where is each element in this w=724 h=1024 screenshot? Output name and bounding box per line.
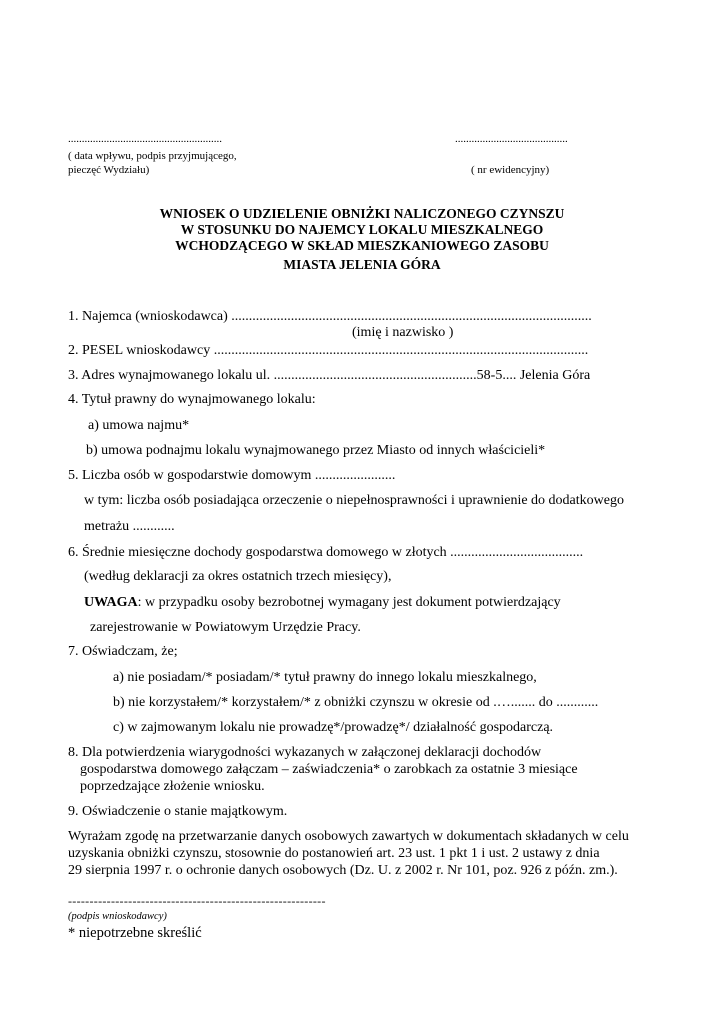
item-3-address: 3. Adres wynajmowanego lokalu ul. ..........................................................58-5.... Jelenia Góra [68,368,591,383]
receipt-caption-line2: pieczęć Wydziału) [68,164,150,176]
signature-caption: (podpis wnioskodawcy) [68,911,167,922]
item-8-line1: 8. Dla potwierdzenia wiarygodności wykazanych w załączonej deklaracji dochodów [68,745,542,760]
notice-label: UWAGA [84,595,138,610]
notice-text: : w przypadku osoby bezrobotnej wymagany jest dokument potwierdzający [137,595,561,610]
item-8-line3: poprzedzające złożenie wniosku. [80,779,265,794]
consent-line2: uzyskania obniżki czynszu, stosownie do postanowień art. 23 ust. 1 pkt 1 i ust. 2 ustawy z dnia [68,846,600,861]
item-2-pesel: 2. PESEL wnioskodawcy ........................................................................................................... [68,343,589,358]
document-title-line4: MIASTA JELENIA GÓRA [283,257,441,272]
item-4-legal-title: 4. Tytuł prawny do wynajmowanego lokalu: [68,392,316,407]
document-title-line2: W STOSUNKU DO NAJEMCY LOKALU MIESZKALNEGO [180,222,544,237]
item-4b: b) umowa podnajmu lokalu wynajmowanego przez Miasto od innych właścicieli* [86,443,546,458]
item-6-notice [84,595,561,611]
receipt-signature-line: ........................................................ [68,133,222,145]
item-6-income: 6. Średnie miesięczne dochody gospodarstwa domowego w złotych ...................................... [68,545,584,560]
item-1-caption: (imię i nazwisko ) [352,325,454,340]
consent-line3: 29 sierpnia 1997 r. o ochronie danych osobowych (Dz. U. z 2002 r. Nr 101, poz. 926 z późn. zm.). [68,863,618,878]
item-7a: a) nie posiadam/* posiadam/* tytuł prawny do innego lokalu mieszkalnego, [113,670,537,685]
registry-number-line: ......................................... [455,133,568,145]
item-8-line2: gospodarstwa domowego załączam – zaświadczenia* o zarobkach za ostatnie 3 miesiące [80,762,578,777]
document-title-line1: WNIOSEK O UDZIELENIE OBNIŻKI NALICZONEGO CZYNSZU [159,206,565,221]
item-1-tenant: 1. Najemca (wnioskodawca) ....................................................................................................... [68,309,592,324]
item-9-assets: 9. Oświadczenie o stanie majątkowym. [68,804,288,819]
footnote: * niepotrzebne skreślić [68,925,202,941]
item-5-sub2: metrażu ............ [84,519,175,534]
item-4a: a) umowa najmu* [88,418,190,433]
item-7c: c) w zajmowanym lokalu nie prowadzę*/prowadzę*/ działalność gospodarczą. [113,720,554,735]
registry-number-caption: ( nr ewidencyjny) [471,164,550,176]
item-6-notice-line2: zarejestrowanie w Powiatowym Urzędzie Pracy. [90,620,361,635]
item-5-sub1: w tym: liczba osób posiadająca orzeczenie o niepełnosprawności i uprawnienie do dodatkowego [84,493,624,508]
item-6-sub1: (według deklaracji za okres ostatnich trzech miesięcy), [84,569,392,584]
item-5-household: 5. Liczba osób w gospodarstwie domowym ....................... [68,468,396,483]
item-7-declaration: 7. Oświadczam, że; [68,644,178,659]
item-7b: b) nie korzystałem/* korzystałem/* z obniżki czynszu w okresie od .…....... do ............ [113,695,599,710]
consent-line1: Wyrażam zgodę na przetwarzanie danych osobowych zawartych w dokumentach składanych w celu [68,829,629,844]
document-title-line3: WCHODZĄCEGO W SKŁAD MIESZKANIOWEGO ZASOBU [175,238,549,253]
receipt-caption-line1: ( data wpływu, podpis przyjmującego, [68,150,237,162]
signature-line: ------------------------------------------------------------ [68,894,326,908]
